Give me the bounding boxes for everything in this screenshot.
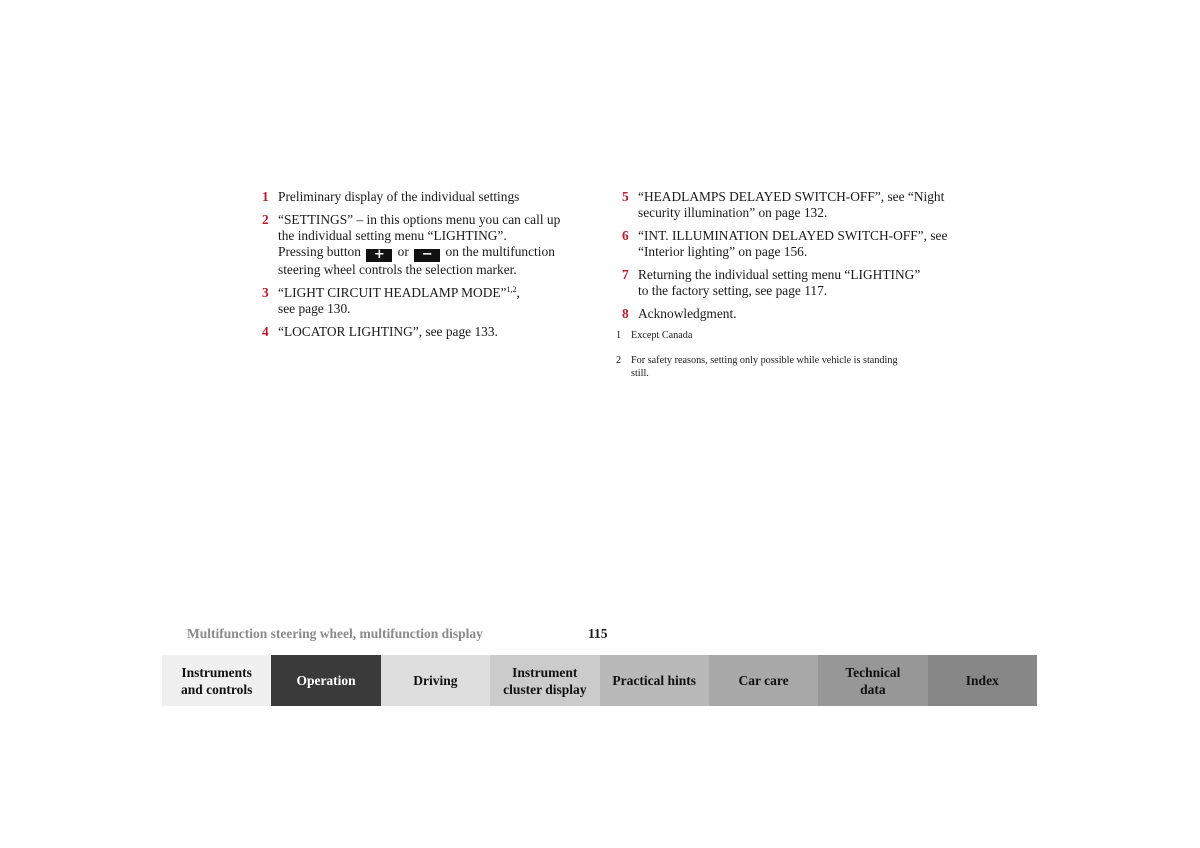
tab-label: Technical	[845, 664, 901, 680]
list-item-3	[262, 285, 592, 317]
tab-label: Car care	[738, 673, 789, 688]
item-text-post: ,	[516, 285, 520, 300]
item-number: 8	[622, 306, 629, 321]
tab-driving[interactable]	[381, 655, 490, 706]
tab-label: Driving	[413, 673, 458, 688]
item-text-sup	[278, 285, 592, 301]
tab-label: and controls	[180, 681, 253, 697]
item-number: 7	[622, 267, 629, 282]
plus-button-icon: +	[366, 249, 392, 262]
tab-label: Index	[965, 673, 999, 688]
item-text: “LOCATOR LIGHTING”, see page 133.	[278, 324, 498, 339]
list-item-7	[622, 267, 952, 299]
tab-label: Instruments	[181, 664, 252, 680]
tab-label: Instrument	[512, 664, 578, 680]
right-column	[616, 189, 952, 392]
tab-label: data	[860, 681, 886, 697]
list-item-5	[622, 189, 952, 221]
item-text: to the factory setting, see page 117.	[638, 283, 828, 298]
page-number: 115	[588, 626, 608, 641]
item-text: security illumination” on page 132.	[638, 205, 828, 220]
footnote-text: For safety reasons, setting only possible while vehicle is standing	[631, 355, 898, 366]
item-text: Returning the individual setting menu “LIGHTING”	[638, 267, 921, 282]
tab-operation[interactable]	[271, 655, 380, 706]
tab-label: cluster display	[503, 681, 587, 697]
section-tabs	[162, 655, 1037, 706]
tab-index[interactable]	[928, 655, 1037, 706]
footnote-number: 1	[616, 330, 622, 341]
list-item-6	[622, 228, 952, 260]
tab-technical-data[interactable]	[818, 655, 927, 706]
item-text-buttons	[278, 244, 592, 262]
item-text: “INT. ILLUMINATION DELAYED SWITCH-OFF”, see	[638, 228, 948, 243]
item-text: the individual setting menu “LIGHTING”.	[278, 228, 507, 243]
item-number: 5	[622, 189, 629, 204]
item-text: Acknowledgment.	[638, 306, 737, 321]
item-text-pre: “LIGHT CIRCUIT HEADLAMP MODE”	[278, 285, 507, 300]
tab-instrument-cluster-display[interactable]	[490, 655, 599, 706]
footnote-number: 2	[616, 355, 622, 366]
footnote-2	[616, 354, 952, 380]
item-text: “SETTINGS” – in this options menu you can call up	[278, 212, 561, 227]
item-text: “HEADLAMPS DELAYED SWITCH-OFF”, see “Night	[638, 189, 945, 204]
item-number: 4	[262, 324, 269, 339]
list-item-8	[622, 306, 952, 322]
list-item-2	[262, 212, 592, 278]
list-item-1	[262, 189, 592, 205]
footnotes	[616, 329, 952, 380]
button-text-before: Pressing button	[278, 244, 361, 259]
section-title: Multifunction steering wheel, multifunction display	[187, 626, 483, 641]
tab-car-care[interactable]	[709, 655, 818, 706]
footnote-text: still.	[631, 368, 649, 379]
button-text-after: on the multifunction	[445, 244, 555, 259]
item-number: 3	[262, 285, 269, 300]
item-number: 2	[262, 212, 269, 227]
left-column	[262, 189, 592, 347]
list-item-4	[262, 324, 592, 340]
footnote-ref: 1,2	[506, 285, 517, 294]
footnote-text: Except Canada	[631, 330, 693, 341]
tab-instruments-and-controls[interactable]	[162, 655, 271, 706]
tab-label: Practical hints	[612, 673, 696, 688]
item-text: see page 130.	[278, 301, 351, 316]
item-text: steering wheel controls the selection marker.	[278, 262, 517, 277]
footnote-1	[616, 329, 952, 342]
tab-practical-hints[interactable]	[600, 655, 709, 706]
tab-label: Operation	[296, 673, 356, 688]
item-number: 6	[622, 228, 629, 243]
button-text-or: or	[397, 244, 409, 259]
minus-button-icon: −	[414, 249, 440, 262]
item-text: “Interior lighting” on page 156.	[638, 244, 808, 259]
item-number: 1	[262, 189, 269, 204]
item-text: Preliminary display of the individual settings	[278, 189, 520, 204]
